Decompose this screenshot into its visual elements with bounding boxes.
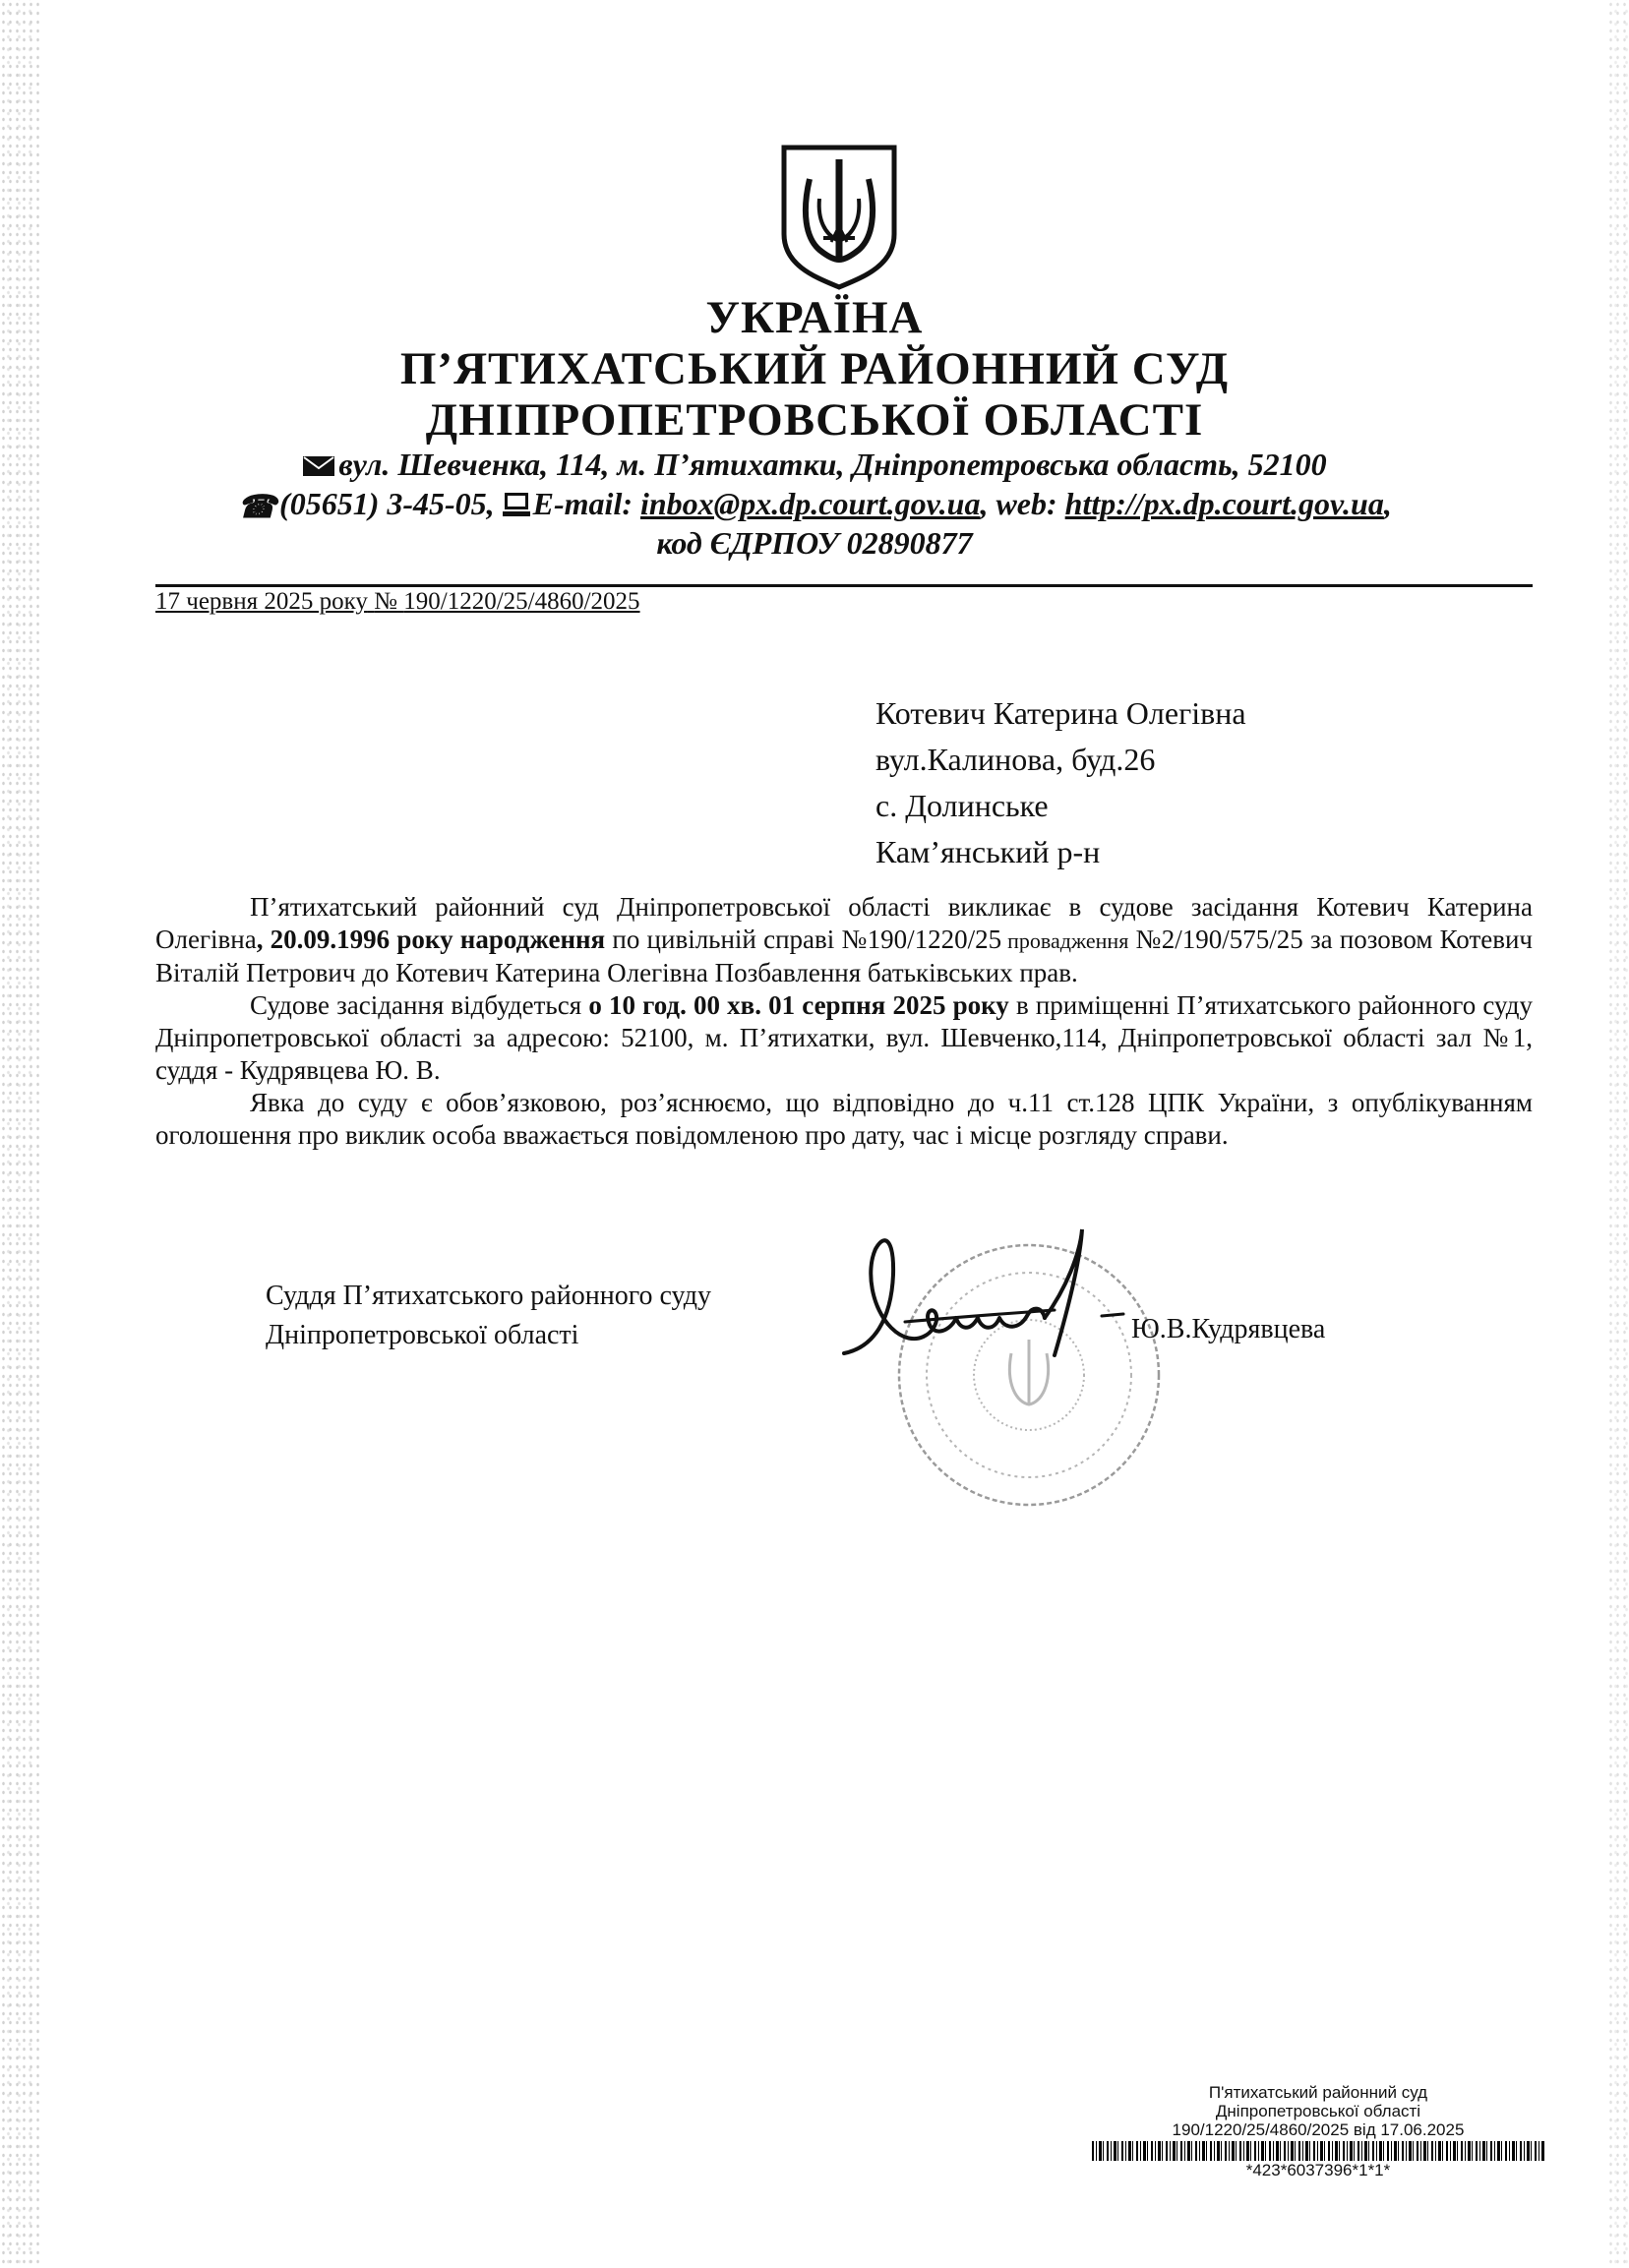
computer-icon — [503, 492, 530, 517]
phone-text: (05651) 3-45-05, — [279, 486, 495, 521]
recipient-village: с. Долинське — [875, 788, 1049, 823]
registration-number: 190/1220/25/4860/2025 — [403, 588, 640, 615]
registration-line — [155, 588, 640, 616]
court-name-line-2: ДНІПРОПЕТРОВСЬКОЇ ОБЛАСТІ — [425, 394, 1204, 446]
summons-paragraph: П’ятихатський районний суд Дніпропетровської області викликає в судове засідання Котевич Катерина Олегівна, 20.09.1996 року народження по цивільній справі №190/1220/25 провадження №2/190/575/25 за позовом Котевич Віталій Петрович до Котевич Катерина Олегівна Позбавлення батьківських прав. — [155, 892, 1534, 987]
coat-of-arms-emblem — [778, 144, 900, 291]
recipient-district: Кам’янський р-н — [875, 834, 1101, 869]
barcode — [1092, 2141, 1544, 2161]
recipient-name: Котевич Катерина Олегівна — [875, 695, 1246, 731]
hearing-paragraph: Судове засідання відбудеться о 10 год. 00 хв. 01 серпня 2025 року в приміщенні П’ятихатського районного суду Дніпропетровської області за адресою: 52100, м. П’ятихатки, вул. Шевченко,114, Дніпропетровської області зал №1, суддя - Кудрявцева Ю. В. — [155, 990, 1534, 1085]
barcode-code: *423*6037396*1*1* — [1245, 2161, 1391, 2179]
country-heading: УКРАЇНА — [705, 292, 924, 343]
judge-title-line-2: Дніпропетровської області — [266, 1320, 579, 1350]
document-registration-footer — [1082, 2083, 1554, 2179]
judge-title-line-1: Суддя П’ятихатського районного суду — [266, 1281, 712, 1311]
recipient-street: вул.Калинова, буд.26 — [875, 742, 1156, 777]
header-divider — [155, 584, 1533, 587]
edrpou-code: код ЄДРПОУ 02890877 — [656, 525, 973, 561]
recipient-address-block — [875, 690, 1246, 875]
court-contacts: ☎(05651) 3-45-05, E-mail: inbox@px.dp.court.gov.ua, web: http://px.dp.court.gov.ua, — [237, 486, 1392, 524]
phone-icon: ☎ — [237, 489, 277, 524]
email-label: E-mail: — [532, 486, 633, 521]
handwritten-signature — [822, 1206, 1147, 1393]
court-name-line-1: П’ЯТИХАТСЬКИЙ РАЙОННИЙ СУД — [399, 343, 1230, 394]
court-address — [0, 447, 1629, 483]
footer-doc-number: 190/1220/25/4860/2025 від 17.06.2025 — [1172, 2120, 1465, 2139]
web-label: , web: — [980, 486, 1057, 521]
web-link[interactable]: http://px.dp.court.gov.ua — [1064, 486, 1384, 521]
judge-title — [266, 1277, 711, 1355]
letter-body — [155, 891, 1533, 1152]
footer-region: Дніпропетровської області — [1215, 2102, 1421, 2120]
attendance-paragraph: Явка до суду є обов’язковою, роз’яснюємо, що відповідно до ч.11 ст.128 ЦПК України, з опублікуванням оголошення про виклик особа вважається повідомленою про дату, час і місце розгляду справи. — [155, 1088, 1533, 1150]
registration-date: 17 червня 2025 року — [155, 588, 368, 615]
judge-name: Ю.В.Кудрявцева — [1131, 1314, 1326, 1344]
address-text: вул. Шевченка, 114, м. П’ятихатки, Дніпропетровська область, 52100 — [338, 447, 1327, 482]
email-link[interactable]: inbox@px.dp.court.gov.ua — [639, 486, 981, 521]
registration-number-sign: № — [374, 588, 398, 615]
footer-court-name: П'ятихатський районний суд — [1208, 2083, 1428, 2102]
envelope-icon — [302, 454, 335, 478]
